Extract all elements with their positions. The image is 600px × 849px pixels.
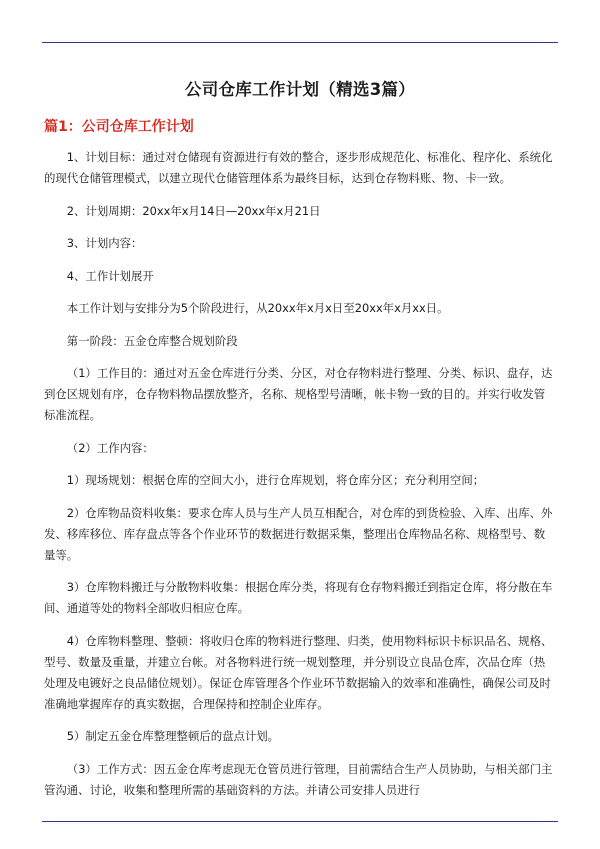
paragraph: 3）仓库物料搬迁与分散物料收集：根据仓库分类，将现有仓存物料搬迁到指定仓库，将分散在车间、通道等处的物料全部收归相应仓库。 [44, 580, 553, 615]
paragraph: 4、工作计划展开 [66, 268, 154, 283]
top-rule [42, 42, 558, 43]
paragraph: 5）制定五金仓库整理整顿后的盘点计划。 [66, 729, 280, 743]
document-body [44, 147, 556, 812]
paragraph: 1）现场规划：根据仓库的空间大小，进行仓库规划，将仓库分区；充分利用空间； [66, 473, 485, 487]
paragraph: 3、计划内容： [66, 236, 143, 250]
paragraph: （2）工作内容： [66, 440, 154, 455]
paragraph: 4）仓库物料整理、整顿：将收归仓库的物料进行整理、归类，使用物料标识卡标识品名、规格、型号、数量及重量，并建立台帐。对各物料进行统一规划整理，并分别设立良品仓库，次品仓库（热处理及电镀好之良品储位规划）。保证仓库管理各个作业环节数据输入的效率和准确性，确保公司及时准确地掌握库存的真实数据，合理保持和控制企业库存。 [44, 633, 553, 711]
paragraph: 2）仓库物品资料收集：要求仓库人员与生产人员互相配合，对仓库的到货检验、入库、出库、外发、移库移位、库存盘点等各个作业环节的数据进行数据采集，整理出仓库物品名称、规格型号、数量等。 [44, 505, 553, 562]
document-title: 公司仓库工作计划（精选3篇） [184, 80, 416, 99]
paragraph: 1、计划目标：通过对仓储现有资源进行有效的整合，逐步形成规范化、标准化、程序化、系统化的现代仓储管理模式，以建立现代仓储管理体系为最终目标，达到仓存物料账、物、卡一致。 [44, 150, 553, 185]
paragraph: （3）工作方式：因五金仓库考虑现无仓管员进行管理，目前需结合生产人员协助，与相关部门主管沟通、讨论，收集和整理所需的基础资料的方法。并请公司安排人员进行 [44, 761, 553, 797]
paragraph: （1）工作目的：通过对五金仓库进行分类、分区，对仓存物料进行整理、分类、标识、盘存，达到仓区规划有序，仓存物料物品摆放整齐，名称、规格型号清晰，帐卡物一致的目的。并实行收发管标准流程。 [44, 366, 553, 422]
paragraph: 第一阶段：五金仓库整合规划阶段 [66, 333, 238, 348]
paragraph: 本工作计划与安排分为5个阶段进行，从20xx年x月x日至20xx年x月xx日。 [66, 301, 449, 315]
section-heading: 篇1：公司仓库工作计划 [44, 119, 194, 135]
bottom-rule [42, 821, 558, 822]
paragraph: 2、计划周期：20xx年x月14日—20xx年x月21日 [66, 203, 321, 218]
